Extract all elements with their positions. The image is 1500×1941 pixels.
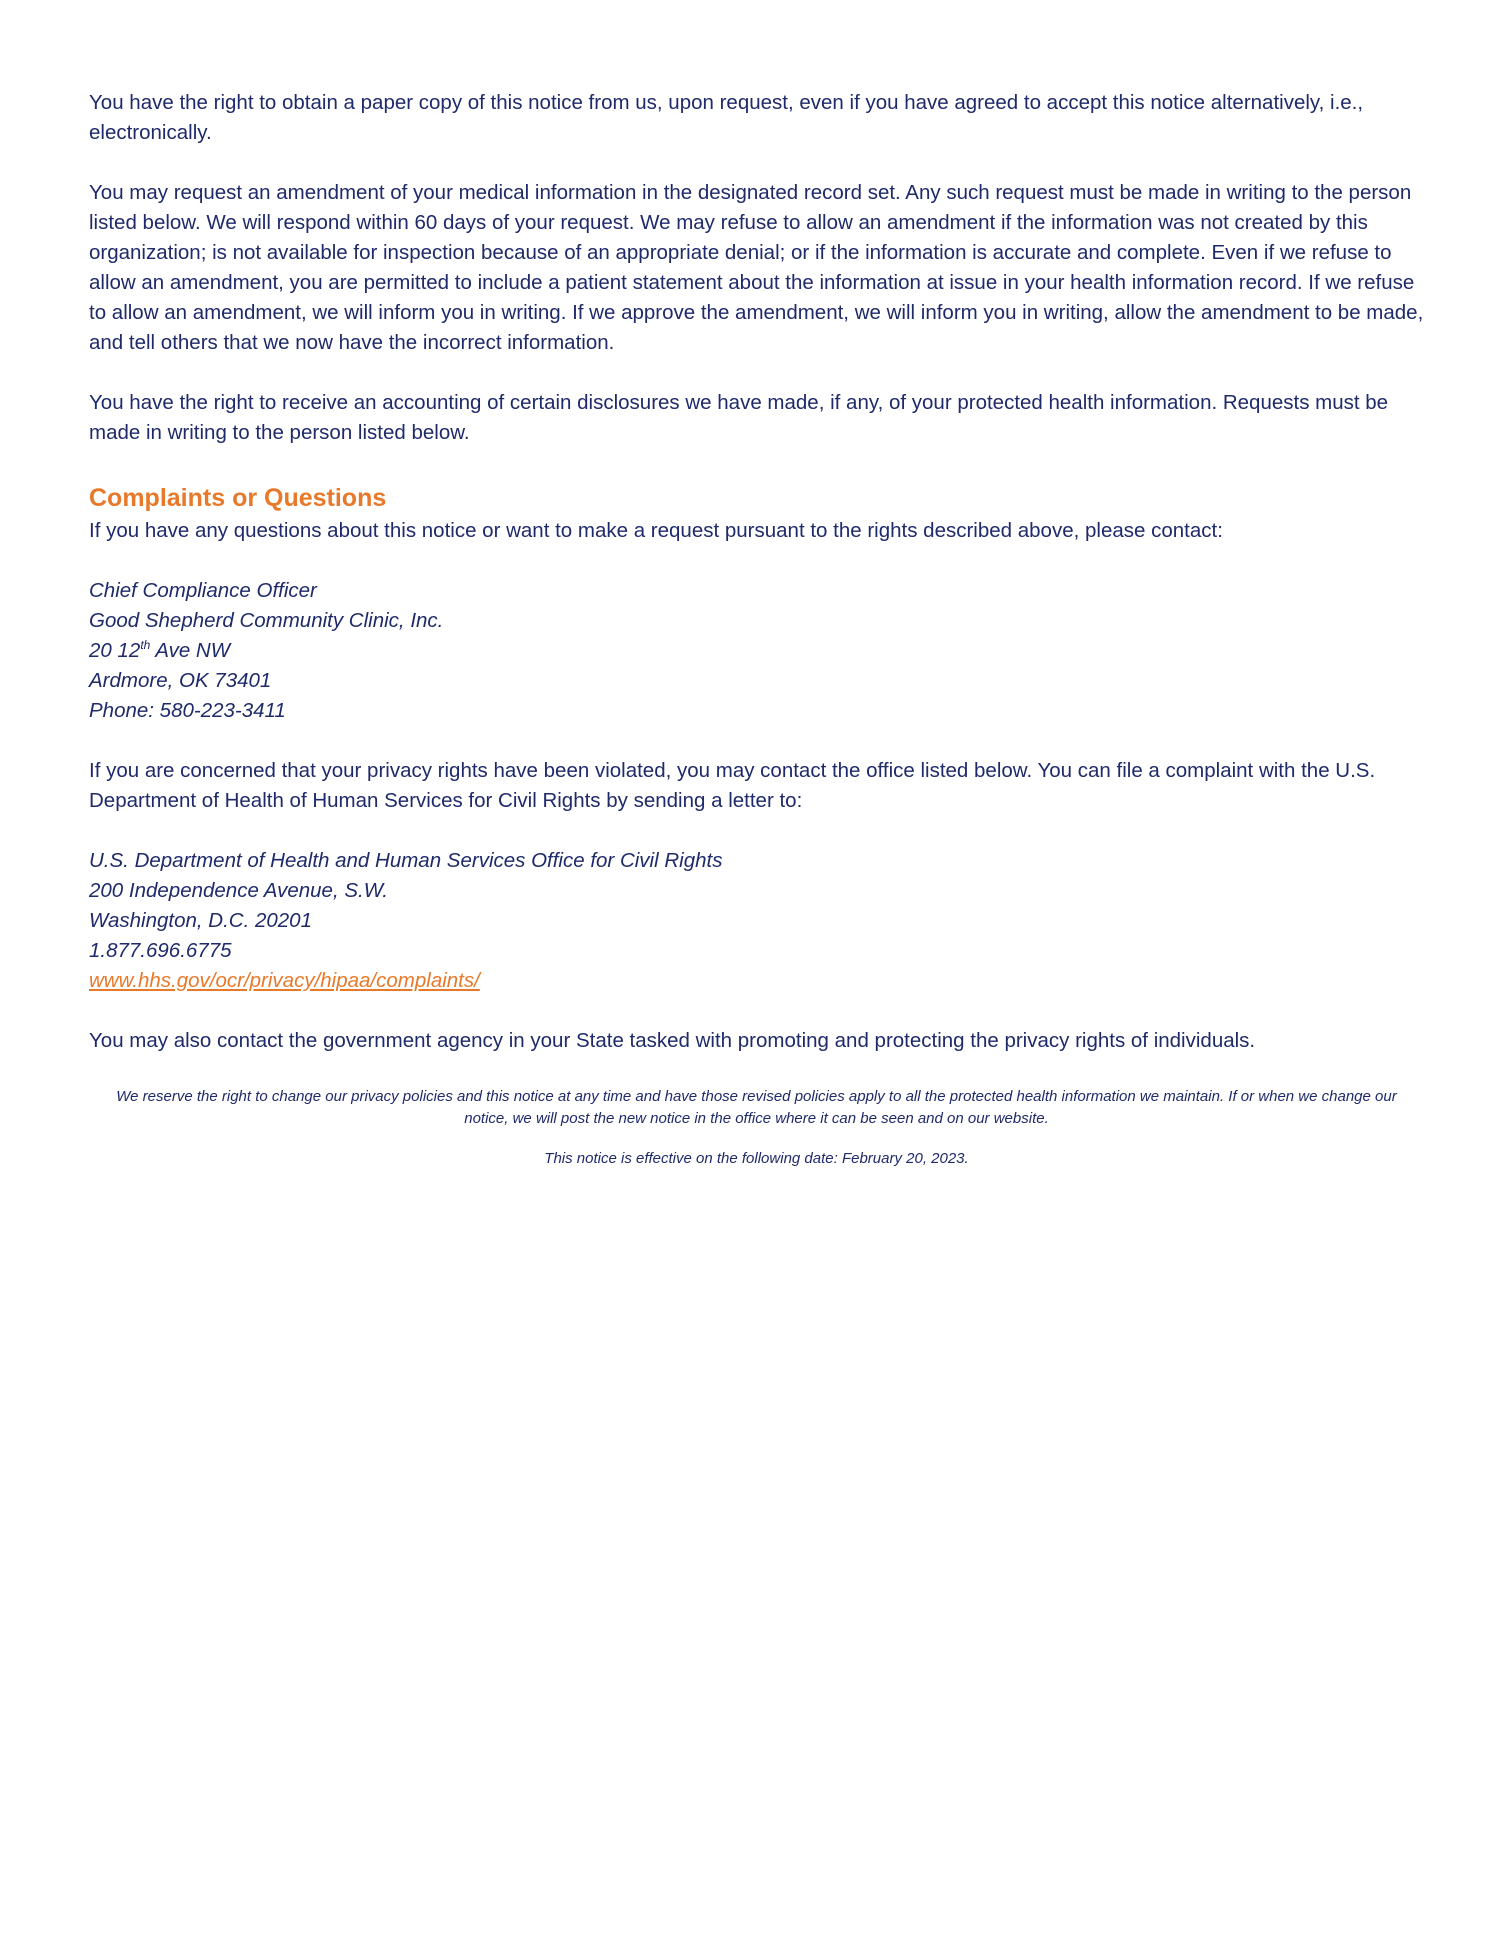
contact-street — [89, 636, 1424, 666]
state-agency-paragraph: You may also contact the government agency in your State tasked with promoting and protecting the privacy rights of individuals. — [89, 1029, 1256, 1052]
complaints-intro: If you have any questions about this notice or want to make a request pursuant to the rights described above, please contact: — [89, 519, 1223, 542]
hhs-phone: 1.877.696.6775 — [89, 939, 232, 962]
hhs-office: U.S. Department of Health and Human Services Office for Civil Rights — [89, 849, 723, 872]
contact-phone: Phone: 580-223-3411 — [89, 699, 286, 722]
hhs-city: Washington, D.C. 20201 — [89, 909, 312, 932]
reserve-rights-note: We reserve the right to change our privacy policies and this notice at any time and have those revised policies apply to all the protected health information we maintain. If or when we change our notice, we will post the new notice in the office where it can be seen and on our website. — [116, 1088, 1397, 1127]
contact-organization: Good Shepherd Community Clinic, Inc. — [89, 609, 444, 632]
complaints-heading: Complaints or Questions — [89, 484, 387, 512]
paper-copy-paragraph: You have the right to obtain a paper copy of this notice from us, upon request, even if you have agreed to accept this notice alternatively, i.e., electronically. — [89, 91, 1364, 144]
compliance-officer-address — [89, 576, 1424, 726]
violation-paragraph: If you are concerned that your privacy rights have been violated, you may contact the office listed below. You can file a complaint with the U.S. Department of Health of Human Services for Civil Rights by sending a letter to: — [89, 759, 1376, 812]
street-name: Ave NW — [150, 639, 231, 662]
effective-date-note: This notice is effective on the following date: February 20, 2023. — [544, 1150, 969, 1167]
accounting-paragraph: You have the right to receive an accounting of certain disclosures we have made, if any, of your protected health information. Requests must be made in writing to the person listed below. — [89, 391, 1389, 444]
amendment-paragraph: You may request an amendment of your medical information in the designated record set. Any such request must be made in writing to the person listed below. We will respond within 60 days of your request. We may refuse to allow an amendment if the information was not created by this organization; is not available for inspection because of an appropriate denial; or if the information is accurate and complete. Even if we refuse to allow an amendment, you are permitted to include a patient statement about the information at issue in your health information record. If we refuse to allow an amendment, we will inform you in writing. If we approve the amendment, we will inform you in writing, allow the amendment to be made, and tell others that we now have the incorrect information. — [89, 181, 1424, 354]
hhs-street: 200 Independence Avenue, S.W. — [89, 879, 388, 902]
street-ordinal: th — [140, 638, 151, 653]
contact-city: Ardmore, OK 73401 — [89, 669, 272, 692]
contact-title: Chief Compliance Officer — [89, 579, 317, 602]
hhs-address — [89, 846, 1424, 996]
hhs-website-link[interactable]: www.hhs.gov/ocr/privacy/hipaa/complaints/ — [89, 969, 480, 992]
notice-page — [89, 88, 1424, 1170]
street-number: 20 12 — [89, 639, 141, 662]
